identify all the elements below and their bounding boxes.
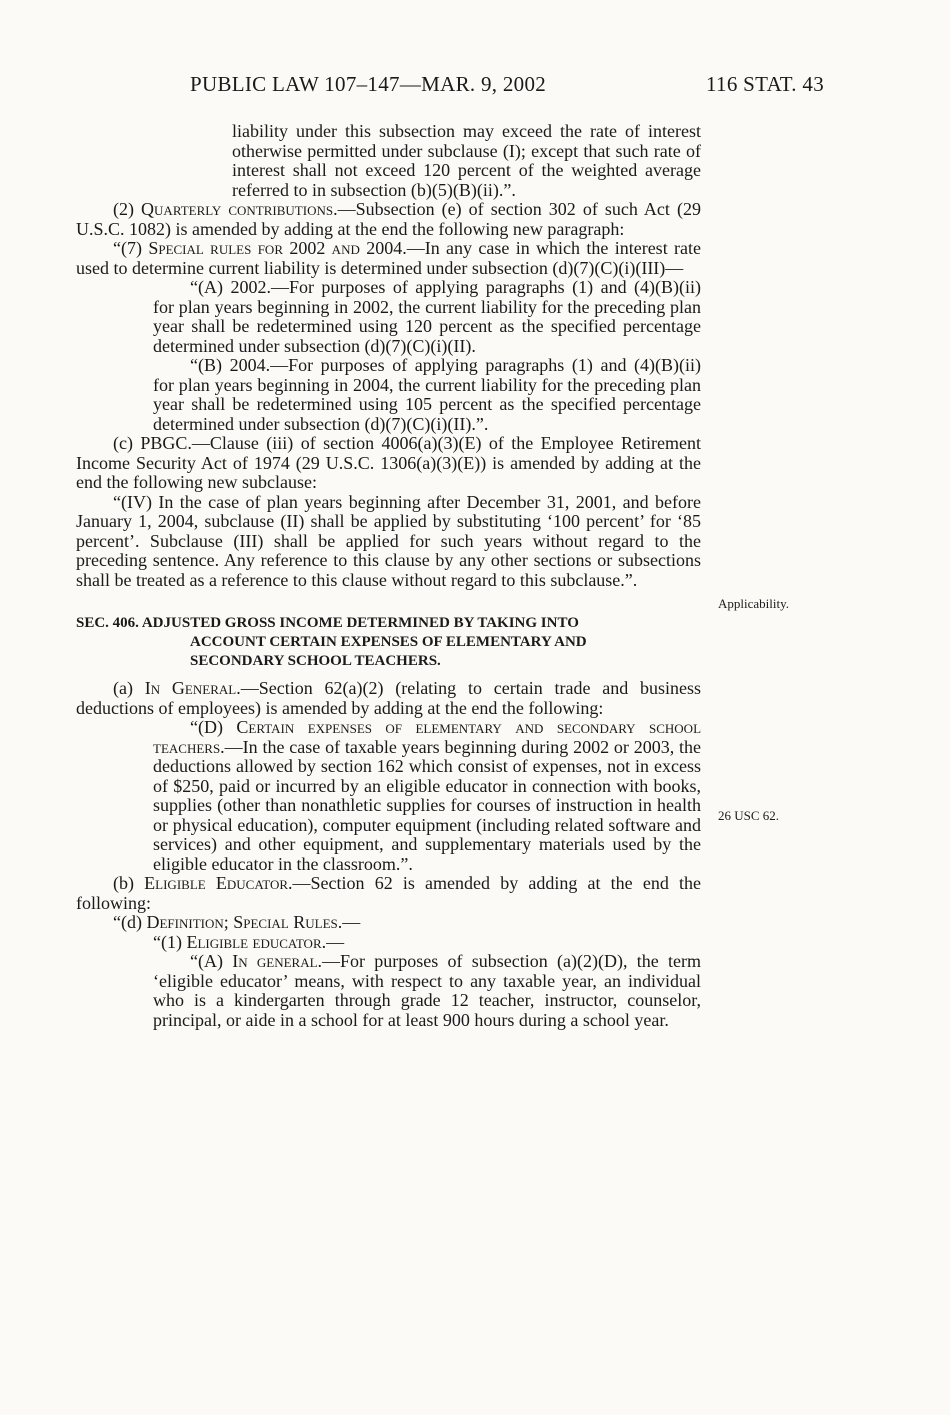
paragraph-heading: In general. — [232, 951, 323, 971]
margin-note-usc: 26 USC 62. — [718, 808, 780, 823]
paragraph-in-general — [76, 679, 701, 718]
paragraph-heading: In General. — [144, 678, 241, 698]
paragraph-eligible-educator-sub — [76, 933, 701, 953]
paragraph-number: “(B) — [190, 355, 230, 375]
paragraph-number: (2) — [113, 199, 142, 219]
paragraph-text: —For purposes of subsection (a)(2)(D), the term ‘eligible educator’ means, with respect to any taxable year, an individual who is a kindergarten through grade 12 teacher, instructor, counselor, principal, or aide in a school for at least 900 hours during a school year. — [153, 951, 701, 1030]
paragraph-eligible-educator — [76, 874, 701, 913]
section-heading-line: SECONDARY SCHOOL TEACHERS. — [190, 653, 441, 669]
paragraph-text: — — [342, 912, 361, 932]
paragraph-text: —For purposes of applying paragraphs (1) and (4)(B)(ii) for plan years beginning in 2004, the current liability for the preceding plan year shall be redetermined using 105 percent as the specified percentage determined under subsection (d)(7)(C)(i)(II).”. — [153, 355, 701, 434]
paragraph-number: (a) — [113, 678, 145, 698]
paragraph-text: —Section 62(a)(2) (relating to certain trade and business deductions of employees) is amended by adding at the end the following: — [76, 678, 702, 718]
paragraph-number: “(D) — [190, 717, 237, 737]
paragraph-number: (b) — [113, 873, 145, 893]
paragraph-text: —Subsection (e) of section 302 of such Act (29 U.S.C. 1082) is amended by adding at the end the following new paragraph: — [76, 199, 701, 239]
paragraph-special-rules — [76, 239, 701, 278]
section-heading — [76, 614, 701, 671]
section-heading-line: SEC. 406. ADJUSTED GROSS INCOME DETERMINED BY TAKING INTO — [76, 615, 579, 631]
paragraph-text: —In the case of taxable years beginning during 2002 or 2003, the deductions allowed by section 162 which consist of expenses, not in excess of $250, paid or incurred by an eligible educator in connection with books, supplies (other than nonathletic supplies for courses of instruction in health or physical education), computer equipment (including related software and services) and other equipment, and supplementary materials used by the eligible educator in the classroom.”. — [153, 736, 701, 874]
paragraph-heading: Definition; Special Rules. — [146, 912, 343, 932]
paragraph-heading: 2004. — [229, 355, 271, 375]
paragraph-pbgc: (c) PBGC.—Clause (iii) of section 4006(a)(3)(E) of the Employee Retirement Income Security Act of 1974 (29 U.S.C. 1306(a)(3)(E)) is amended by adding at the end the following new subclause: — [76, 433, 701, 492]
paragraph-text: —For purposes of applying paragraphs (1) and (4)(B)(ii) for plan years beginning in 2002, the current liability for the preceding plan year shall be redetermined using 120 percent as the specified percentage determined under subsection (d)(7)(C)(i)(II). — [153, 277, 701, 356]
margin-note-applicability: Applicability. — [718, 596, 790, 611]
paragraph-in-general-definition — [76, 952, 701, 1030]
paragraph-text: — — [326, 931, 345, 952]
paragraph-number: “(1) — [153, 931, 187, 952]
paragraph-number: “(A) — [190, 277, 231, 297]
paragraph-heading: 2002. — [230, 277, 271, 297]
page-header-title: PUBLIC LAW 107–147—MAR. 9, 2002 — [190, 72, 547, 96]
paragraph-quarterly-contributions — [76, 200, 701, 239]
paragraph-number: “(A) — [190, 951, 233, 971]
paragraph-number: “(7) — [113, 238, 149, 258]
paragraph-text: —In any case in which the interest rate used to determine current liability is determined under subsection (d)(7)(C)(i)(III)— — [76, 238, 702, 278]
paragraph-heading: Quarterly contributions. — [141, 199, 338, 219]
paragraph-subclause-iv: “(IV) In the case of plan years beginning after December 31, 2001, and before January 1, 2004, subclause (II) shall be applied by substituting ‘100 percent’ for ‘85 percent’. Subclause (III) shall be applied for such years without regard to the preceding sentence. Any reference to this clause by any other sections or subsections shall be treated as a reference to this clause without regard to this subclause.”. — [76, 491, 701, 590]
section-heading-line: ACCOUNT CERTAIN EXPENSES OF ELEMENTARY AND — [190, 634, 587, 650]
paragraph-heading: Eligible educator. — [186, 931, 327, 952]
paragraph-heading: Eligible Educator. — [144, 873, 293, 893]
paragraph-heading: Certain expenses of elementary and secondary school teachers. — [153, 717, 702, 757]
document-body — [76, 122, 701, 1030]
paragraph-number: “(d) — [113, 912, 147, 932]
paragraph-continuation: liability under this subsection may exceed the rate of interest otherwise permitted under subclause (I); except that such rate of interest shall not exceed 120 percent of the weighted average referred to in subsection (b)(5)(B)(ii).”. — [232, 121, 701, 200]
paragraph-definition — [76, 913, 701, 933]
paragraph-text: —Section 62 is amended by adding at the end the following: — [76, 873, 701, 913]
page-header-stat: 116 STAT. 43 — [706, 72, 825, 96]
paragraph-heading: Special rules for 2002 and 2004. — [148, 238, 407, 258]
paragraph-2002 — [76, 278, 701, 356]
paragraph-2004 — [76, 356, 701, 434]
paragraph-teacher-expenses — [76, 718, 701, 874]
